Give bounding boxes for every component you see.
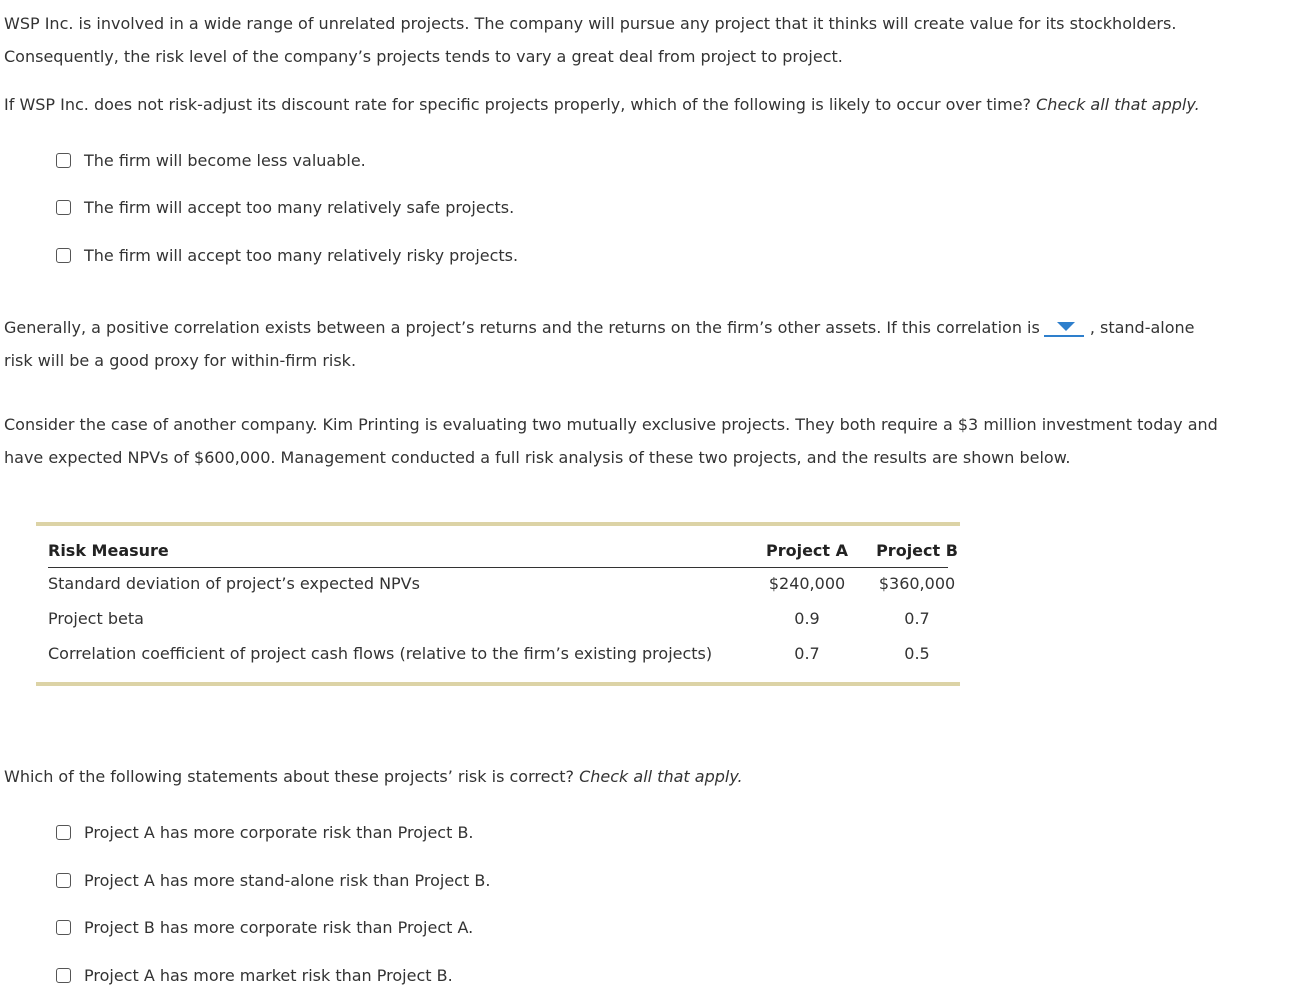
q1-option-1-label: The firm will become less valuable. [84, 150, 366, 170]
q1-option-3[interactable] [56, 243, 518, 267]
correlation-dropdown[interactable] [1044, 317, 1084, 337]
intro-paragraph [4, 7, 1254, 73]
q3-option-4-label: Project A has more market risk than Project B. [84, 965, 453, 985]
checkbox[interactable] [56, 248, 71, 263]
question-2-prompt [4, 311, 1254, 377]
question-1-text: If WSP Inc. does not risk-adjust its discount rate for specific projects properly, which of the following is likely to occur over time? [4, 95, 1032, 114]
risk-table [36, 522, 960, 686]
case-paragraph [4, 408, 1254, 474]
header-project-a: Project A [765, 541, 849, 560]
chevron-down-icon [1057, 322, 1075, 331]
row-value-b: 0.5 [904, 644, 930, 663]
q1-option-2-label: The firm will accept too many relatively safe projects. [84, 197, 515, 217]
table-row [48, 644, 948, 668]
row-label: Project beta [48, 609, 144, 628]
question-1-prompt [4, 88, 1254, 121]
q3-option-4[interactable] [56, 963, 453, 987]
q3-option-2[interactable] [56, 868, 490, 892]
header-project-b: Project B [876, 541, 958, 560]
checkbox[interactable] [56, 968, 71, 983]
question-2-before: Generally, a positive correlation exists between a project’s returns and the returns on the firm’s other assets. If this correlation is [4, 318, 1040, 337]
intro-line-2: Consequently, the risk level of the company’s projects tends to vary a great deal from project to project. [4, 47, 843, 66]
case-line-2: have expected NPVs of $600,000. Management conducted a full risk analysis of these two projects, and the results are shown below. [4, 448, 1071, 467]
table-header [48, 538, 958, 568]
checkbox[interactable] [56, 920, 71, 935]
question-2-after: , stand-alone [1089, 318, 1195, 337]
q1-option-3-label: The firm will accept too many relatively risky projects. [84, 245, 519, 265]
q1-option-1[interactable] [56, 148, 366, 172]
question-2-line-2: risk will be a good proxy for within-firm risk. [4, 351, 357, 370]
table-row [48, 609, 948, 633]
question-1-hint: Check all that apply. [1036, 95, 1200, 114]
q3-option-3-label: Project B has more corporate risk than Project A. [84, 917, 474, 937]
intro-line-1: WSP Inc. is involved in a wide range of unrelated projects. The company will pursue any project that it thinks will create value for its stockholders. [4, 14, 1177, 33]
row-value-b: 0.7 [904, 609, 930, 628]
q3-option-3[interactable] [56, 915, 473, 939]
case-line-1: Consider the case of another company. Kim Printing is evaluating two mutually exclusive projects. They both require a $3 million investment today and [4, 415, 1218, 434]
question-3-hint: Check all that apply. [579, 767, 743, 786]
row-label: Correlation coefficient of project cash flows (relative to the firm’s existing projects) [48, 644, 713, 663]
q3-option-2-label: Project A has more stand-alone risk than Project B. [84, 870, 491, 890]
checkbox[interactable] [56, 200, 71, 215]
table-row [48, 574, 956, 598]
checkbox[interactable] [56, 873, 71, 888]
checkbox[interactable] [56, 825, 71, 840]
row-value-a: 0.7 [794, 644, 820, 663]
question-3-text: Which of the following statements about these projects’ risk is correct? [4, 767, 574, 786]
q3-option-1-label: Project A has more corporate risk than Project B. [84, 822, 474, 842]
row-value-a: 0.9 [794, 609, 820, 628]
row-value-b: $360,000 [878, 574, 956, 593]
checkbox[interactable] [56, 153, 71, 168]
q1-option-2[interactable] [56, 195, 514, 219]
row-label: Standard deviation of project’s expected NPVs [48, 574, 420, 593]
row-value-a: $240,000 [768, 574, 846, 593]
question-3-prompt [4, 760, 1254, 793]
header-risk-measure: Risk Measure [48, 541, 169, 560]
q3-option-1[interactable] [56, 820, 474, 844]
